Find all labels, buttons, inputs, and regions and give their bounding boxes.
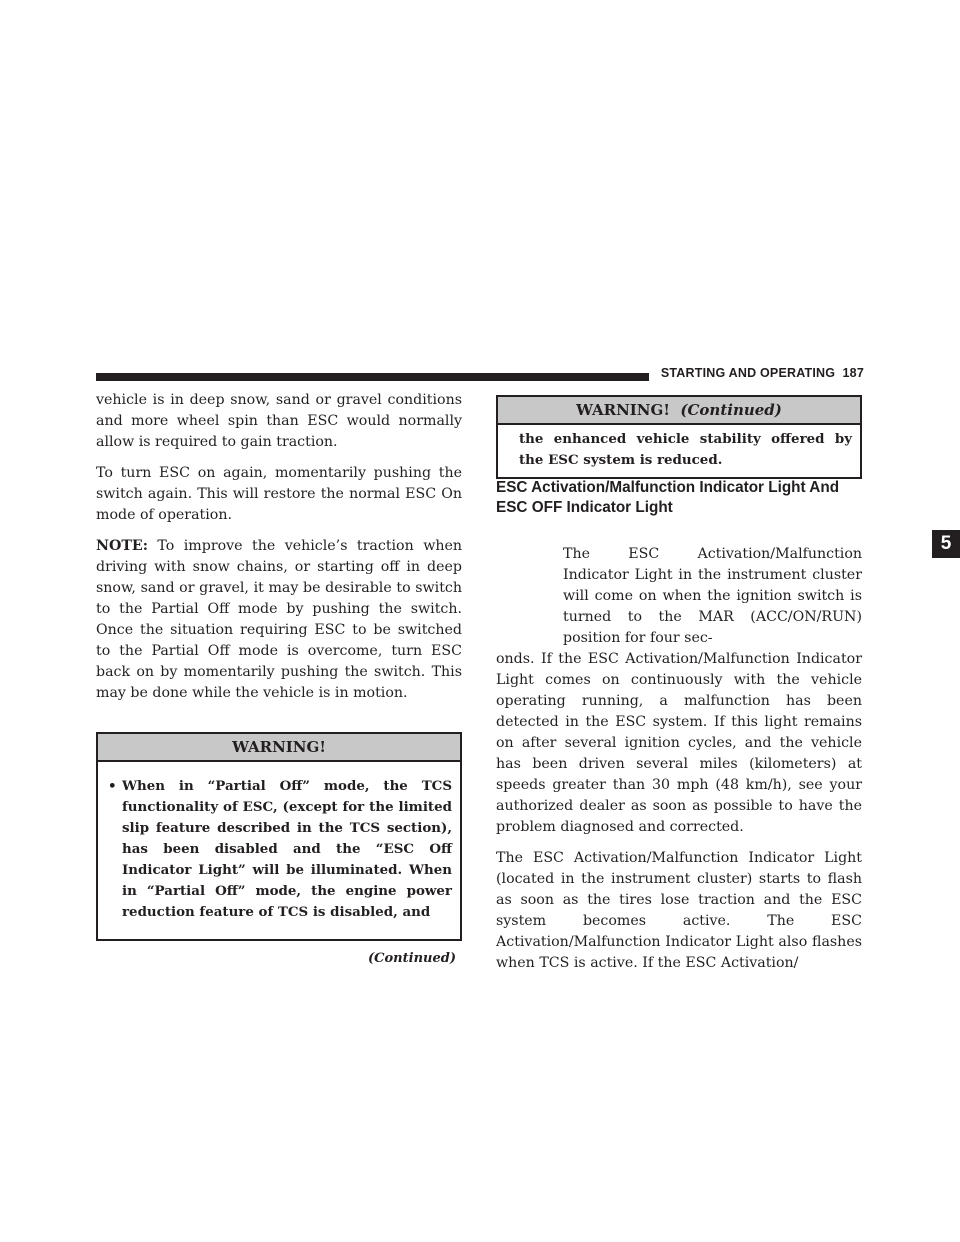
running-header <box>660 366 864 380</box>
paragraph: To turn ESC on again, momentarily pushing the switch again. This will restore the normal ESC On mode of operation. <box>96 465 462 523</box>
warning-title: WARNING! <box>98 734 460 762</box>
paragraph: onds. If the ESC Activation/Malfunction Indicator Light comes on continuously with the vehicle operating running, a malfunction has been detected in the ESC system. If this light remains on after several ignition cycles, and the vehicle has been driven several miles (kilometers) at speeds greater than 30 mph (48 km/h), see your authorized dealer as soon as possible to have the problem diagnosed and corrected. <box>496 651 862 835</box>
paragraph: vehicle is in deep snow, sand or gravel conditions and more wheel spin than ESC would normally allow is required to gain traction. <box>96 392 462 450</box>
header-rule <box>96 373 649 381</box>
paragraph: The ESC Activation/Malfunction Indicator Light in the instrument cluster will come on when the ignition switch is turned to the MAR (ACC/ON/RUN) position for four sec- <box>563 546 862 646</box>
warning-title-suffix: (Continued) <box>680 401 782 419</box>
bullet: • <box>108 778 117 794</box>
section-heading: ESC Activation/Malfunction Indicator Light And ESC OFF Indicator Light <box>496 479 840 516</box>
page-number: 187 <box>842 366 864 380</box>
left-column <box>96 390 462 969</box>
warning-continued-body <box>498 425 860 477</box>
warning-body <box>98 762 460 939</box>
right-column-body <box>496 544 862 974</box>
warning-box <box>96 732 462 941</box>
note-label: NOTE: <box>96 538 148 554</box>
indicator-icon-wrap-text <box>563 544 862 649</box>
note-text: To improve the vehicle’s traction when driving with snow chains, or starting off in deep snow, sand or gravel, it may be desirable to switch to the Partial Off mode by pushing the switch. Once the situation requiring ESC to be switched to the Partial Off mode is overcome, turn ESC back on by momentarily pushing the switch. This may be done while the vehicle is in motion. <box>96 538 463 701</box>
warning-item-text: When in “Partial Off” mode, the TCS functionality of ESC, (except for the limited slip feature described in the TCS section), has been disabled and the “ESC Off Indicator Light” will be illuminated. When in “Partial Off” mode, the engine power reduction feature of TCS is disabled, and <box>122 778 452 920</box>
warning-continued-box-wrap <box>496 395 862 479</box>
warning-continued-text: the enhanced vehicle stability offered by the ESC system is reduced. <box>519 431 852 468</box>
chapter-tab: 5 <box>932 530 960 558</box>
continued-note: (Continued) <box>368 951 456 966</box>
warning-continued-box <box>496 395 862 479</box>
header-section-title: STARTING AND OPERATING <box>660 366 836 380</box>
note-paragraph <box>96 536 462 704</box>
warning-continued-title <box>498 397 860 425</box>
paragraph: The ESC Activation/Malfunction Indicator Light (located in the instrument cluster) starts to flash as soon as the tires lose traction and the ESC system becomes active. The ESC Activation/Malfunction Indicator Light also flashes when TCS is active. If the ESC Activation/ <box>496 850 862 971</box>
warning-item <box>108 776 452 923</box>
warning-title-text: WARNING! <box>576 401 670 419</box>
